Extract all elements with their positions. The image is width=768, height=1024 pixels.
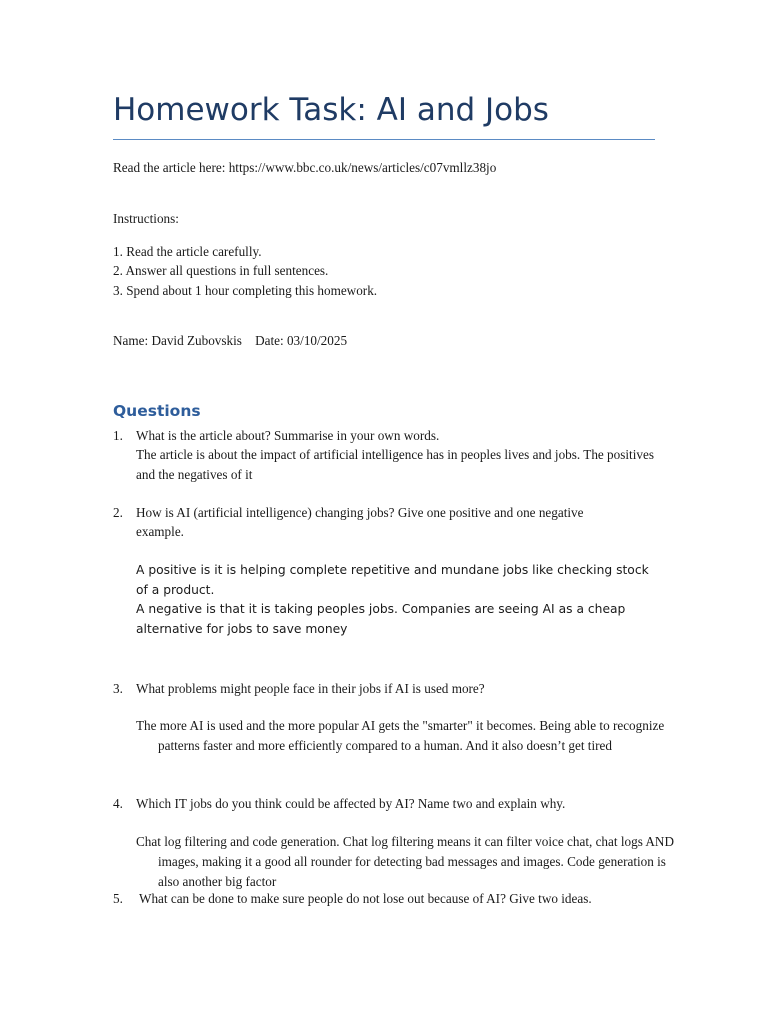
answer-text: A negative is that it is taking peoples jobs. Companies are seeing AI as a cheap alternative for jobs to save money bbox=[136, 602, 626, 636]
question-text: What is the article about? Summarise in your own words. bbox=[136, 428, 440, 443]
instruction-item: 1. Read the article carefully. bbox=[113, 244, 262, 259]
instruction-item: 2. Answer all questions in full sentences. bbox=[113, 263, 329, 278]
question-number: 3. bbox=[113, 681, 123, 696]
instructions-label: Instructions: bbox=[113, 211, 179, 226]
answer-text: The article is about the impact of artificial intelligence has in peoples lives and jobs. The positives and the negatives of it bbox=[136, 447, 654, 482]
article-link-line: Read the article here: https://www.bbc.co.uk/news/articles/c07vmllz38jo bbox=[113, 160, 497, 175]
question-text: What problems might people face in their jobs if AI is used more? bbox=[136, 681, 485, 696]
question-text: Which IT jobs do you think could be affected by AI? Name two and explain why. bbox=[136, 796, 566, 811]
question-text: example. bbox=[136, 524, 184, 539]
question-text: How is AI (artificial intelligence) changing jobs? Give one positive and one negative bbox=[136, 505, 584, 520]
question-number: 1. bbox=[113, 428, 123, 443]
instruction-item: 3. Spend about 1 hour completing this homework. bbox=[113, 283, 378, 298]
title-underline bbox=[113, 139, 655, 140]
answer-text: Chat log filtering and code generation. Chat log filtering means it can filter voice chat, chat logs AND images, making it a good all rounder for detecting bad messages and images. Code generation is also another big factor bbox=[136, 834, 674, 889]
questions-heading: Questions bbox=[113, 402, 201, 420]
answer-text: A positive is it is helping complete repetitive and mundane jobs like checking stock of a product. bbox=[136, 563, 649, 597]
page-title: Homework Task: AI and Jobs bbox=[113, 92, 549, 128]
question-text: What can be done to make sure people do not lose out because of AI? Give two ideas. bbox=[139, 891, 592, 906]
question-number: 5. bbox=[113, 891, 123, 906]
question-number: 4. bbox=[113, 796, 123, 811]
question-number: 2. bbox=[113, 505, 123, 520]
name-date-line: Name: David Zubovskis Date: 03/10/2025 bbox=[113, 333, 348, 348]
answer-text: The more AI is used and the more popular AI gets the "smarter" it becomes. Being able to recognize patterns faster and more efficiently compared to a human. And it also doesn’t get tired bbox=[136, 718, 665, 753]
